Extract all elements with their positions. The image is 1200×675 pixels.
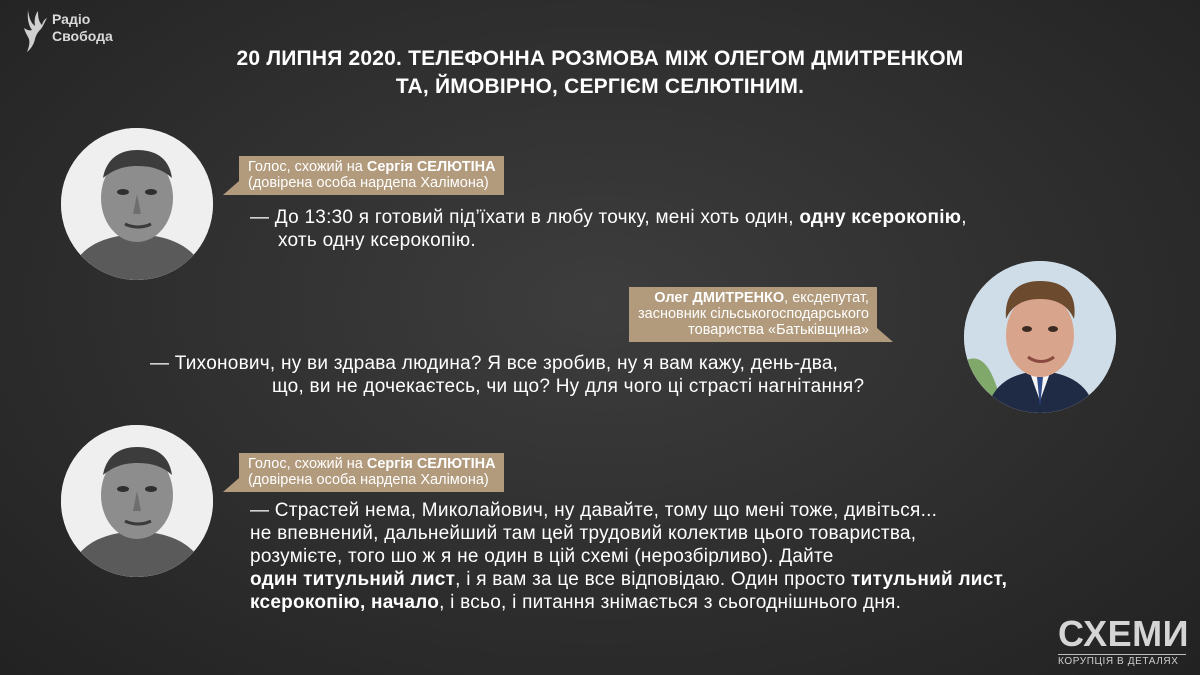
logo-line-2: Свобода bbox=[52, 28, 113, 44]
seliutin-photo bbox=[61, 425, 213, 577]
speaker-role-line-2: засновник сільськогосподарського bbox=[638, 306, 869, 322]
quote-3-bold-3: ксерокопію, начало bbox=[250, 592, 440, 613]
seliutin-photo bbox=[61, 128, 213, 280]
quote-3-bold-2: титульний лист, bbox=[851, 569, 1008, 590]
quote-1-text-c: , bbox=[961, 207, 967, 228]
speaker-name: Олег ДМИТРЕНКО bbox=[654, 290, 785, 306]
speaker-role: (довірена особа нардепа Халімона) bbox=[248, 472, 489, 488]
title-line-1: 20 ЛИПНЯ 2020. ТЕЛЕФОННА РОЗМОВА МІЖ ОЛЕГОМ ДМИТРЕНКОМ bbox=[236, 47, 964, 70]
quote-1-text-a: До 13:30 я готовий під’їхати в любу точку, мені хоть один, bbox=[269, 207, 800, 228]
speaker-role-suffix: , ексдепутат, bbox=[784, 290, 869, 306]
dash: — bbox=[250, 500, 270, 521]
quote-3-line-1: Страстей нема, Миколайович, ну давайте, тому що мені тоже, дивіться... bbox=[269, 500, 938, 521]
dmytrenko-speaker-tag bbox=[629, 287, 877, 342]
speaker-prefix: Голос, схожий на bbox=[248, 456, 367, 472]
speaker-role-line-3: товариства «Батьківщина» bbox=[688, 322, 869, 338]
quote-1-line-2: хоть одну ксерокопію. bbox=[278, 230, 476, 251]
speaker-name: Сергія СЕЛЮТІНА bbox=[366, 159, 496, 175]
quote-3-line-3: розумієте, того шо ж я не один в цій схемі (нерозбірливо). Дайте bbox=[250, 546, 834, 567]
quote-3-line-2: не впевнений, дальнейший там цей трудовий колектив цього товариства, bbox=[250, 523, 917, 544]
skhemy-brand-logo[interactable] bbox=[1058, 613, 1190, 668]
speaker-role: (довірена особа нардепа Халімона) bbox=[248, 175, 489, 191]
quote-2-line-2: що, ви не дочекаєтесь, чи що? Ну для чого ці страсті нагнітання? bbox=[272, 376, 865, 397]
brand-name: СХЕМИ bbox=[1058, 613, 1190, 654]
dash: — bbox=[150, 353, 170, 374]
quote-1-bold: одну ксерокопію bbox=[799, 207, 962, 228]
seliutin-speaker-tag-2 bbox=[239, 453, 504, 492]
logo-line-1: Радіо bbox=[52, 11, 91, 27]
quote-2 bbox=[150, 352, 864, 398]
page-title bbox=[0, 45, 1200, 101]
quote-1 bbox=[250, 206, 967, 252]
dash: — bbox=[250, 207, 270, 228]
title-line-2: ТА, ЙМОВІРНО, СЕРГІЄМ СЕЛЮТІНИМ. bbox=[395, 75, 805, 98]
quote-3-bold-1: один титульний лист bbox=[250, 569, 456, 590]
quote-3-line-5-text: , і всьо, і питання знімається з сьогоднішнього дня. bbox=[439, 592, 902, 613]
quote-3-line-4-text: , і я вам за це все відповідаю. Один просто bbox=[455, 569, 852, 590]
speaker-name: Сергія СЕЛЮТІНА bbox=[366, 456, 496, 472]
seliutin-speaker-tag-1 bbox=[239, 156, 504, 195]
brand-tagline: КОРУПЦІЯ В ДЕТАЛЯХ bbox=[1058, 654, 1186, 668]
speaker-prefix: Голос, схожий на bbox=[248, 159, 367, 175]
quote-3 bbox=[250, 499, 1007, 614]
dmytrenko-photo bbox=[964, 261, 1116, 413]
quote-2-line-1: Тихонович, ну ви здрава людина? Я все зробив, ну я вам кажу, день-два, bbox=[169, 353, 839, 374]
